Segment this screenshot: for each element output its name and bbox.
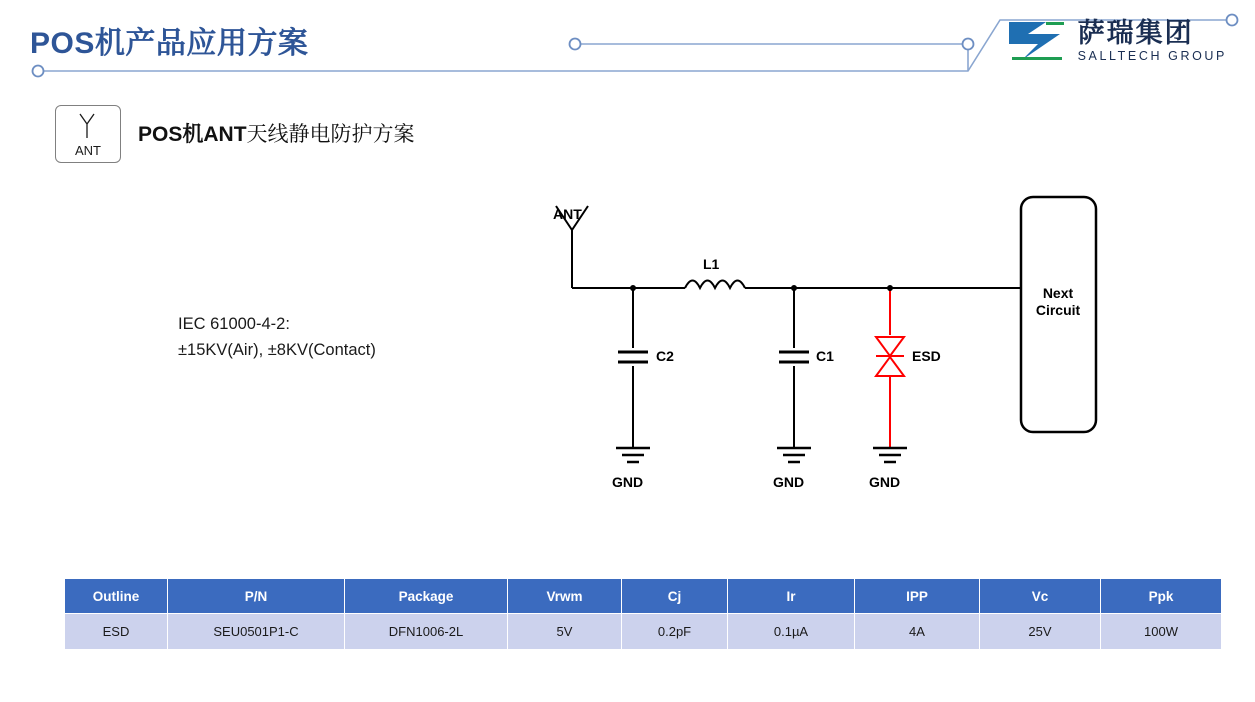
next-circuit-line1: Next: [1042, 285, 1074, 301]
table-cell: 5V: [508, 614, 622, 650]
standard-note: [178, 311, 376, 363]
antenna-icon-box: [55, 105, 121, 163]
section-title: [138, 118, 415, 148]
capacitor-c2-symbol: [618, 285, 648, 448]
table-cell: 4A: [855, 614, 980, 650]
gnd-label-2: GND: [773, 474, 805, 490]
table-header-cell: Vrwm: [508, 579, 622, 614]
table-row: [65, 614, 1222, 650]
table-header-cell: P/N: [168, 579, 345, 614]
table-cell: 25V: [980, 614, 1101, 650]
table-cell: 0.1µA: [728, 614, 855, 650]
gnd-label-1: GND: [612, 474, 644, 490]
cap1-label: C1: [816, 348, 834, 364]
ground-symbol-2: [777, 448, 811, 462]
antenna-label: ANT: [553, 206, 582, 222]
table-header-cell: Ppk: [1101, 579, 1222, 614]
cap2-label: C2: [656, 348, 674, 364]
next-circuit-line2: Circuit: [1035, 302, 1081, 318]
table-header-row: [65, 579, 1222, 614]
table-header-cell: Package: [345, 579, 508, 614]
table-cell: 0.2pF: [622, 614, 728, 650]
table-header-cell: Cj: [622, 579, 728, 614]
spec-table: [64, 578, 1222, 650]
table-header-cell: IPP: [855, 579, 980, 614]
table-cell: DFN1006-2L: [345, 614, 508, 650]
antenna-icon-label: ANT: [75, 143, 101, 158]
standard-note-line2: ±15KV(Air), ±8KV(Contact): [178, 341, 376, 359]
table-cell: SEU0501P1-C: [168, 614, 345, 650]
circuit-schematic: [500, 180, 1140, 520]
capacitor-c1-symbol: [779, 285, 809, 448]
table-header-cell: Outline: [65, 579, 168, 614]
page-title: POS机产品应用方案: [30, 27, 309, 60]
brand-logo: [1006, 18, 1227, 64]
ground-symbol-3: [873, 448, 907, 462]
table-cell: ESD: [65, 614, 168, 650]
inductor-label: L1: [703, 256, 720, 272]
next-circuit-label: [1023, 285, 1093, 319]
standard-note-line1: IEC 61000-4-2:: [178, 315, 290, 333]
salltech-logo-mark-icon: [1006, 18, 1068, 64]
table-header-cell: Ir: [728, 579, 855, 614]
table-header-cell: Vc: [980, 579, 1101, 614]
esd-diode-symbol: [876, 285, 904, 448]
section-title-suffix: 天线静电防护方案: [246, 123, 415, 146]
ground-symbol-1: [616, 448, 650, 462]
section-title-bold: ANT: [203, 123, 247, 146]
antenna-icon: [56, 106, 118, 142]
gnd-label-3: GND: [869, 474, 901, 490]
section-title-prefix: POS机: [138, 123, 204, 146]
logo-company-cn: 萨瑞集团: [1077, 17, 1194, 48]
esd-label: ESD: [912, 348, 941, 364]
logo-company-en: SALLTECH GROUP: [1077, 49, 1227, 64]
table-cell: 100W: [1101, 614, 1222, 650]
inductor-l1-symbol: [685, 281, 745, 289]
